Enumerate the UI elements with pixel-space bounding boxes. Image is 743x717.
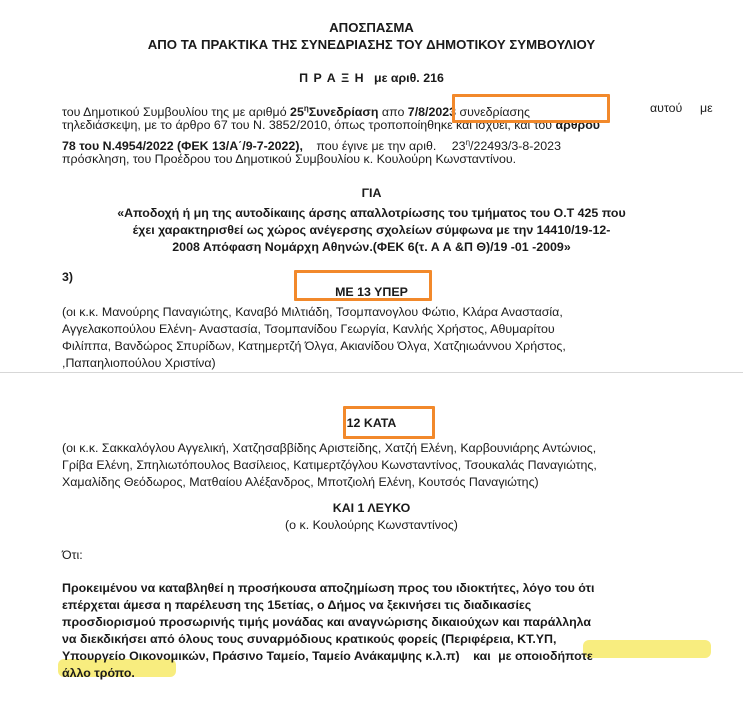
decision-highlighted-text: με οποιοδήποτε — [498, 649, 593, 663]
invitation-suffix: η — [465, 138, 471, 147]
votes-for-heading: ΜΕ 13 ΥΠΕΡ — [335, 285, 408, 299]
decision-line-2: επέρχεται άμεσα η παρέλευση της 15ετίας, ο Δήμος να ξεκινήσει τις διαδικασίες — [62, 598, 532, 612]
item-number: 3) — [62, 270, 74, 284]
praxi-number: με αριθ. 216 — [373, 71, 444, 85]
votes-for-line-3: Φιλίππα, Βανδώρος Σπυρίδων, Κατημερτζή Όλγα, Ακιανίδου Όλγα, Χατζηιωάννου Χρήστος, — [62, 339, 566, 353]
votes-against-line-1: (οι κ.κ. Σακκαλόγλου Αγγελική, Χατζησαββίδης Αριστείδης, Χατζή Ελένη, Καρβουνιάρης Αντώνιος, — [62, 441, 597, 455]
intro-bold: άρθρου — [555, 118, 600, 132]
session-label: Συνεδρίαση — [308, 105, 379, 120]
session-date: 7/8/2023 — [407, 105, 457, 120]
invitation-number: 23 — [451, 139, 466, 154]
intro-text: του Δημοτικού Συμβουλίου της με αριθμό — [62, 105, 287, 120]
blank-vote-name: (ο κ. Κουλούρης Κωνσταντίνος) — [285, 518, 458, 532]
law-reference: 78 του Ν.4954/2022 (ΦΕΚ 13/Α΄/9-7-2022), — [62, 139, 303, 154]
intro-text: που έγινε με την αριθ. — [316, 139, 437, 154]
subject-gia: ΓΙΑ — [361, 186, 382, 200]
praxi-label: Π Ρ Α Ξ Η — [299, 71, 365, 85]
votes-against-line-3: Χαμαλίδης Θεόδωρος, Ματθαίου Αλέξανδρος, Μποτζιολή Ελένη, Κουτσός Παναγιώτης) — [62, 475, 539, 489]
decision-line-6: άλλο τρόπο. — [62, 666, 135, 680]
document-subtitle: ΑΠΟ ΤΑ ΠΡΑΚΤΙΚΑ ΤΗΣ ΣΥΝΕΔΡΙΑΣΗΣ ΤΟΥ ΔΗΜΟΤΙΚΟΥ ΣΥΜΒΟΥΛΙΟΥ — [147, 37, 596, 52]
votes-against-heading: 12 ΚΑΤΑ — [346, 416, 397, 430]
praxi-line — [0, 71, 743, 86]
decision-text: Υπουργείο Οικονομικών, Πράσινο Ταμείο, Ταμείο Ανάκαμψης κ.λ.π) — [62, 649, 460, 663]
votes-against-line-2: Γρίβα Ελένη, Σπηλιωτόπουλος Βασίλειος, Κατιμερτζόγλου Κωνσταντίνος, Τσουκαλάς Παναγιώτης, — [62, 458, 597, 472]
intro-text: απο — [381, 105, 405, 120]
intro-text: τηλεδιάσκεψη, με το άρθρο 67 του Ν. 3852/2010, όπως τροποποίηθηκε και ισχύει, και του — [62, 118, 553, 132]
votes-for-line-2: Αγγελακοπούλου Ελένη- Αναστασία, Τσομπανίδου Γεωργία, Κανλής Χρήστος, Αθυμαρίτου — [62, 322, 555, 336]
decision-line-4: να διεκδικήσει από όλους τους συναρμόδιους κρατικούς φορείς (Περιφέρεια, ΚΤ.ΥΠ, — [62, 632, 557, 646]
votes-for-line-4: ,Παπαηλιοπούλου Χριστίνα) — [62, 356, 216, 370]
intro-text: με — [700, 101, 713, 115]
page-divider — [0, 372, 743, 373]
blank-vote-heading: ΚΑΙ 1 ΛΕΥΚΟ — [332, 501, 411, 515]
decision-line-5 — [62, 649, 712, 664]
oti-label: Ότι: — [62, 548, 83, 562]
decision-line-3: προσδιορισμού προσωρινής τιμής μονάδας και αναγνώρισης δικαιούχων και παράλληλα — [62, 615, 592, 629]
invitation-date: /22493/3-8-2023 — [470, 139, 561, 154]
decision-text: και — [473, 649, 491, 663]
document-title: ΑΠΟΣΠΑΣΜΑ — [329, 20, 414, 35]
intro-line-4: πρόσκληση, του Προέδρου του Δημοτικού Συμβουλίου κ. Κουλούρη Κωνσταντίνου. — [62, 152, 517, 166]
subject-line-2: έχει χαρακτηρισθεί ως χώρος ανέγερσης σχολείων σύμφωνα με την 14410/19-12- — [132, 223, 611, 237]
session-number: 25 — [290, 105, 304, 120]
votes-for-line-1: (οι κ.κ. Μανούρης Παναγιώτης, Καναβό Μιλτιάδη, Τσομπανογλου Φώτιο, Κλάρα Αναστασία, — [62, 305, 563, 319]
decision-line-1: Προκειμένου να καταβληθεί η προσήκουσα αποζημίωση προς του ιδιοκτήτες, λόγο του ότι — [62, 581, 595, 595]
subject-line-1: «Αποδοχή ή μη της αυτοδίκαιης άρσης απαλλοτρίωσης του τμήματος του Ο.Τ 425 που — [117, 206, 626, 220]
date-highlight-box — [452, 94, 610, 123]
session-suffix: η — [303, 104, 309, 113]
subject-line-3: 2008 Απόφαση Νομάρχη Αθηνών.(ΦΕΚ 6(τ. Α Α &Π Θ)/19 -01 -2009» — [172, 240, 571, 254]
intro-text: αυτού — [650, 101, 683, 115]
intro-text: συνεδρίασης — [459, 105, 530, 120]
